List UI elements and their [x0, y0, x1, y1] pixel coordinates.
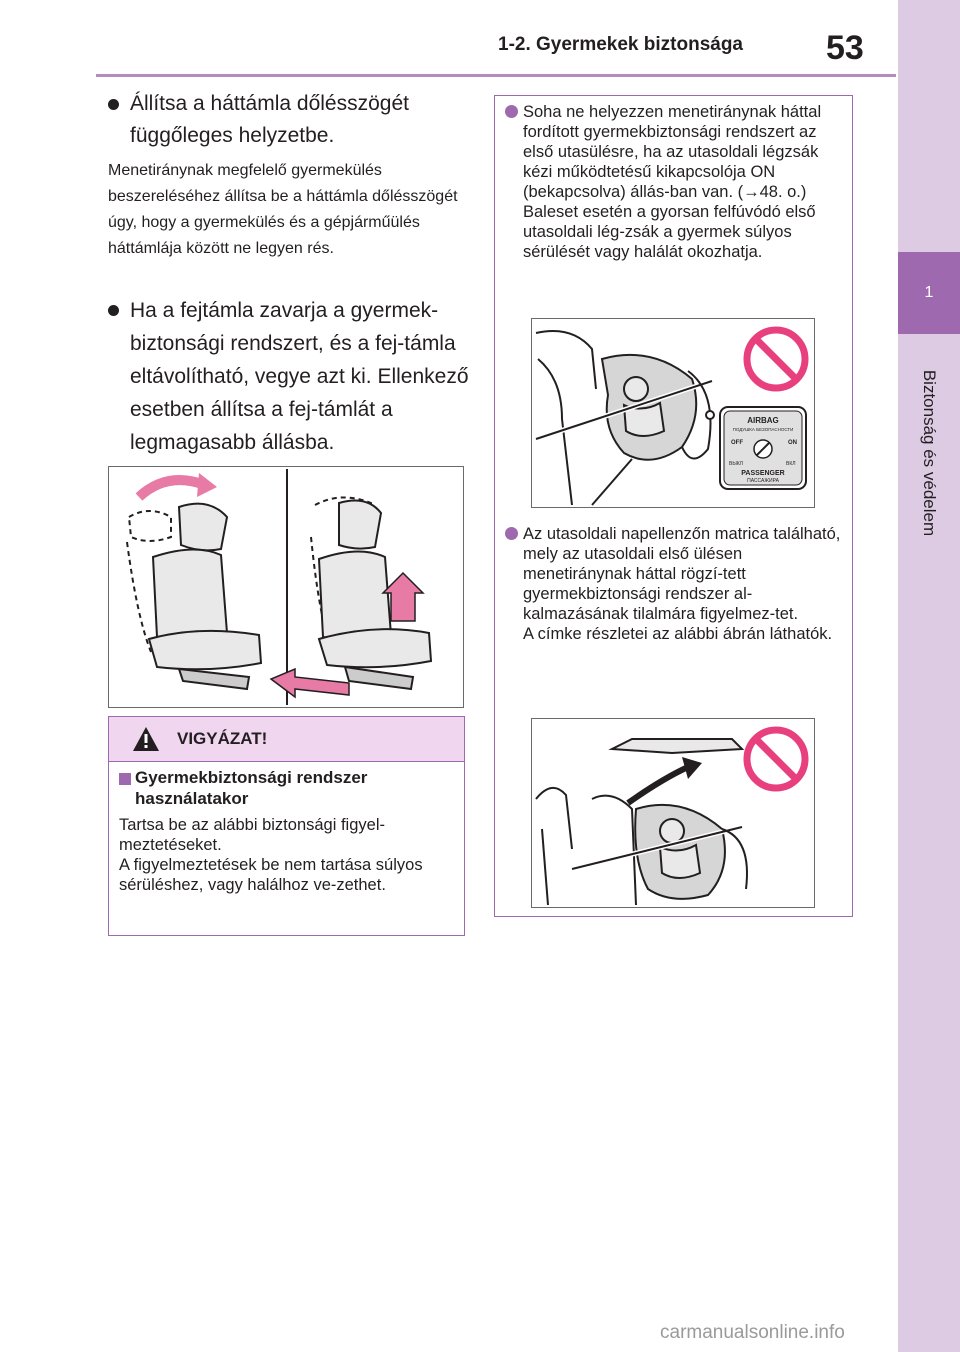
page-number: 53: [826, 29, 864, 67]
seat-illustration: [109, 467, 463, 707]
sun-visor-label-figure: [531, 718, 815, 908]
prohibition-icon: [747, 330, 805, 388]
warning-item-sun-visor-text: Az utasoldali napellenzőn matrica található, mely az utasoldali első ülésen menetiránynak háttal rögzí-tett gyermekbiztonsági rendszer al-kalmazásának tilalmára figyelmez-tet. A címke részletei az alábbi ábrán láthatók.: [523, 525, 841, 643]
caution-title: VIGYÁZAT!: [177, 729, 268, 748]
bullet-headrest-text: Ha a fejtámla zavarja a gyermek-biztonsági rendszert, és a fej-támla eltávolítható, vegye azt ki. Ellenkező esetben állítsa a fej-támlát a legmagasabb állásba.: [130, 299, 469, 454]
airbag-label-subtitle: ПОДУШКА БЕЗОПАСНОСТИ: [732, 427, 794, 432]
airbag-label-passenger: PASSENGER: [741, 470, 785, 477]
caution-box: [108, 716, 465, 936]
warning-item-rear-facing-text: Soha ne helyezzen menetiránynak háttal fordított gyermekbiztonsági rendszert az első utasülésre, ha az utasoldali légzsák kézi működtetésű kikapcsolója ON (bekapcsolva) állás-ban van. (→48. o.) Baleset esetén a gyorsan felfúvódó első utasoldali lég-zsák a gyermek súlyos sérülését vagy halálát okozhatja.: [523, 103, 822, 261]
bullet-dot: [108, 99, 119, 110]
warning-icon: [131, 725, 161, 753]
caution-subtitle: Gyermekbiztonsági rendszer használatakor: [135, 768, 368, 808]
footer-watermark: carmanualsonline.info: [660, 1322, 845, 1343]
caution-header: [109, 717, 464, 762]
airbag-label-on: ON: [788, 440, 797, 446]
bullet-backrest-text: Állítsa a háttámla dőlésszögét függőleges helyzetbe.: [130, 92, 409, 147]
square-bullet-icon: [119, 773, 131, 785]
airbag-label-on-ru: ВКЛ: [786, 461, 796, 467]
airbag-label-off-ru: ВЫКЛ: [729, 461, 743, 467]
sun-visor-illustration: [532, 719, 814, 907]
warning-item-sun-visor: [505, 524, 845, 644]
bullet-dot: [108, 305, 119, 316]
airbag-label-passenger-ru: ПАССАЖИРА: [747, 478, 779, 484]
prohibition-icon: [747, 730, 805, 788]
bullet-backrest: [108, 88, 470, 152]
side-chapter-label-text: Biztonság és védelem: [920, 369, 939, 537]
purple-bullet-icon: [505, 527, 518, 540]
seat-adjustment-figure: [108, 466, 464, 708]
warning-item-rear-facing: [505, 102, 845, 262]
backrest-paragraph: Menetiránynak megfelelő gyermekülés beszereléséhez állítsa be a háttámla dőlésszögét úgy, hogy a gyermekülés és a gépjárműülés háttámlája között ne legyen rés.: [108, 162, 458, 257]
side-tab-band: [898, 0, 960, 1352]
airbag-label-title: AIRBAG: [747, 416, 779, 425]
section-title: 1-2. Gyermekek biztonsága: [498, 34, 743, 55]
airbag-label-off: OFF: [731, 440, 743, 446]
caution-text: Tartsa be az alábbi biztonsági figyel-meztetéseket. A figyelmeztetések be nem tartása súlyos sérüléshez, vagy halálhoz ve-zethet.: [119, 816, 423, 894]
side-chapter-label: [898, 338, 960, 568]
right-warning-box: [494, 95, 853, 917]
purple-bullet-icon: [505, 105, 518, 118]
header-rule: [96, 74, 896, 77]
side-chapter-number: 1: [898, 252, 960, 334]
airbag-switch-illustration: [532, 319, 814, 507]
airbag-switch-figure: [531, 318, 815, 508]
bullet-headrest: [108, 294, 470, 459]
